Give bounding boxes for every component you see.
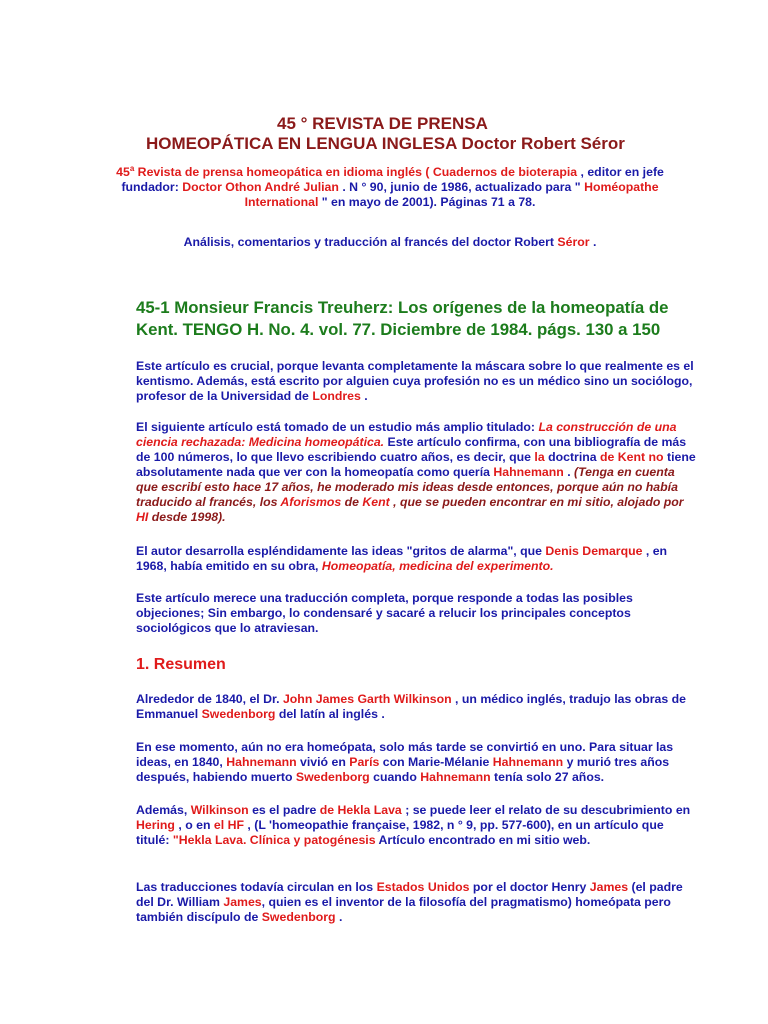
p7-hekla-lava: de Hekla Lava bbox=[319, 803, 402, 817]
intro-text-4: " en mayo de 2001). Páginas 71 a 78. bbox=[318, 195, 536, 209]
p6-text-4: y murió tres años después, habiendo muerto bbox=[136, 755, 670, 784]
p6-text-3: con Marie-Mélanie bbox=[379, 755, 493, 769]
section-heading-resumen: 1. Resumen bbox=[136, 656, 226, 673]
p6-swedenborg: Swedenborg bbox=[295, 770, 370, 784]
p6-hahnemann-3: Hahnemann bbox=[420, 770, 491, 784]
p3-text-1: El autor desarrolla espléndidamente las ideas "gritos de alarma", que bbox=[136, 544, 546, 558]
p3-work-title: Homeopatía, medicina del experimento. bbox=[321, 559, 554, 573]
paragraph-1 bbox=[136, 359, 696, 404]
p2-text-1: El siguiente artículo está tomado de un estudio más amplio titulado: bbox=[136, 420, 539, 434]
p1-text-1: Este artículo es crucial, porque levanta completamente la máscara sobre lo que realmente es el kentismo. Además, está escrito por alguien cuya profesión no es un médico sino un sociólogo, profesor de la Universidad de bbox=[136, 359, 694, 403]
p6-hahnemann-1: Hahnemann bbox=[226, 755, 297, 769]
p7-article-title: "Hekla Lava. Clínica y patogénesis bbox=[172, 833, 376, 847]
p7-text-1: Además, bbox=[136, 803, 191, 817]
p2-text-5: . bbox=[563, 465, 575, 479]
p7-wilkinson: Wilkinson bbox=[190, 803, 249, 817]
p6-text-6: tenía solo 27 años. bbox=[490, 770, 605, 784]
paragraph-5 bbox=[136, 692, 696, 722]
p8-swedenborg: Swedenborg bbox=[261, 910, 336, 924]
p7-text-6: Artículo encontrado en mi sitio web. bbox=[375, 833, 591, 847]
p2-study-title: La construcción de una ciencia rechazada: Medicina homeopática. bbox=[136, 420, 677, 449]
editor-name: Doctor Othon André Julian bbox=[182, 180, 339, 194]
p5-swedenborg: Swedenborg bbox=[201, 707, 276, 721]
p8-text-1: Las traducciones todavía circulan en los bbox=[136, 880, 377, 894]
p8-text-4: , quien es el inventor de la filosofía del pragmatismo) homeópata pero también discípulo de bbox=[136, 895, 671, 924]
homeopathe-international: Homéopathe International bbox=[244, 180, 659, 209]
p1-london: Londres bbox=[312, 389, 361, 403]
p2-note-3: , que se pueden encontrar en mi sitio, alojado por bbox=[389, 495, 684, 509]
p7-hering: Hering bbox=[136, 818, 175, 832]
p3-demarque: Denis Demarque bbox=[545, 544, 643, 558]
p7-text-3: ; se puede leer el relato de su descubrimiento en bbox=[401, 803, 691, 817]
paragraph-4: Este artículo merece una traducción completa, porque responde a todas las posibles objeciones; Sin embargo, lo condensaré y sacaré a relucir los principales conceptos sociológicos que lo atraviesan. bbox=[136, 591, 633, 635]
analysis-text-2: . bbox=[589, 235, 597, 249]
author-surname: Séror bbox=[557, 235, 590, 249]
paragraph-2 bbox=[136, 420, 696, 525]
p6-hahnemann-2: Hahnemann bbox=[492, 755, 564, 769]
p2-note-2: de bbox=[341, 495, 363, 509]
p7-text-5: , (L 'homeopathie française, 1982, n ° 9, pp. 577-600), en un artículo que titulé: bbox=[136, 818, 664, 847]
paragraph-8 bbox=[136, 880, 696, 925]
p6-text-1: En ese momento, aún no era homeópata, solo más tarde se convirtió en uno. Para situar las ideas, en 1840, bbox=[136, 740, 674, 769]
p8-text-2: por el doctor Henry bbox=[469, 880, 590, 894]
p7-text-4: , o en bbox=[174, 818, 214, 832]
paragraph-6 bbox=[136, 740, 696, 785]
issue-number: 45 bbox=[116, 165, 130, 179]
p2-hahnemann: Hahnemann bbox=[493, 465, 564, 479]
p8-estados-unidos: Estados Unidos bbox=[376, 880, 470, 894]
p5-text-3: del latín al inglés . bbox=[275, 707, 385, 721]
issue-number-superscript: a bbox=[129, 163, 135, 173]
p2-red-2: de Kent no bbox=[600, 450, 664, 464]
p5-wilkinson: John James Garth Wilkinson bbox=[282, 692, 452, 706]
p2-text-3: doctrina bbox=[544, 450, 601, 464]
analysis-text-1: Análisis, comentarios y traducción al francés del doctor Robert bbox=[183, 235, 558, 249]
p2-note-1: (Tenga en cuenta que escribí esto hace 17 años, he moderado mis ideas desde entonces, porque aún no había traducido al francés, los bbox=[136, 465, 678, 509]
p8-text-5: . bbox=[335, 910, 343, 924]
p5-text-1: Alrededor de 1840, el Dr. bbox=[136, 692, 283, 706]
p8-james-1: James bbox=[589, 880, 629, 894]
p2-kent: Kent bbox=[362, 495, 390, 509]
document-title-line2: HOMEOPÁTICA EN LENGUA INGLESA Doctor Robert Séror bbox=[146, 134, 625, 153]
p2-text-4: tiene absolutamente nada que ver con la homeopatía como quería bbox=[136, 450, 696, 479]
document-title-line1: 45 ° REVISTA DE PRENSA bbox=[277, 114, 488, 133]
p8-james-2: James bbox=[223, 895, 262, 909]
intro-text-3: . N ° 90, junio de 1986, actualizado para " bbox=[338, 180, 585, 194]
paragraph-7 bbox=[136, 803, 696, 848]
p2-note-4: desde 1998). bbox=[148, 510, 226, 524]
p6-text-2: vivió en bbox=[296, 755, 350, 769]
p1-text-2: . bbox=[360, 389, 368, 403]
intro-paragraph bbox=[100, 165, 680, 210]
analysis-line bbox=[100, 235, 680, 250]
p2-text-2: Este artículo confirma, con una bibliografía de más de 100 números, lo que llevo escribiendo cuatro años, es decir, que bbox=[136, 435, 687, 464]
journal-name: Cuadernos de bioterapia bbox=[432, 165, 578, 179]
p2-red-1: la bbox=[534, 450, 545, 464]
section-heading-45-1: 45-1 Monsieur Francis Treuherz: Los orígenes de la homeopatía de Kent. TENGO H. No. 4. vol. 77. Diciembre de 1984. págs. 130 a 150 bbox=[136, 298, 669, 339]
paragraph-3 bbox=[136, 544, 696, 574]
p7-hf: el HF bbox=[213, 818, 244, 832]
p5-text-2: , un médico inglés, tradujo las obras de Emmanuel bbox=[136, 692, 686, 721]
intro-text-1: Revista de prensa homeopática en idioma inglés ( bbox=[134, 165, 433, 179]
p3-text-2: , en 1968, había emitido en su obra, bbox=[136, 544, 668, 573]
p6-text-5: cuando bbox=[369, 770, 421, 784]
p7-text-2: es el padre bbox=[248, 803, 320, 817]
p6-paris: París bbox=[349, 755, 380, 769]
intro-text-2: , editor en jefe fundador: bbox=[121, 165, 664, 194]
p2-aforismos: Aforismos bbox=[280, 495, 342, 509]
p8-text-3: (el padre del Dr. William bbox=[136, 880, 683, 909]
p2-hi: HI bbox=[136, 510, 149, 524]
